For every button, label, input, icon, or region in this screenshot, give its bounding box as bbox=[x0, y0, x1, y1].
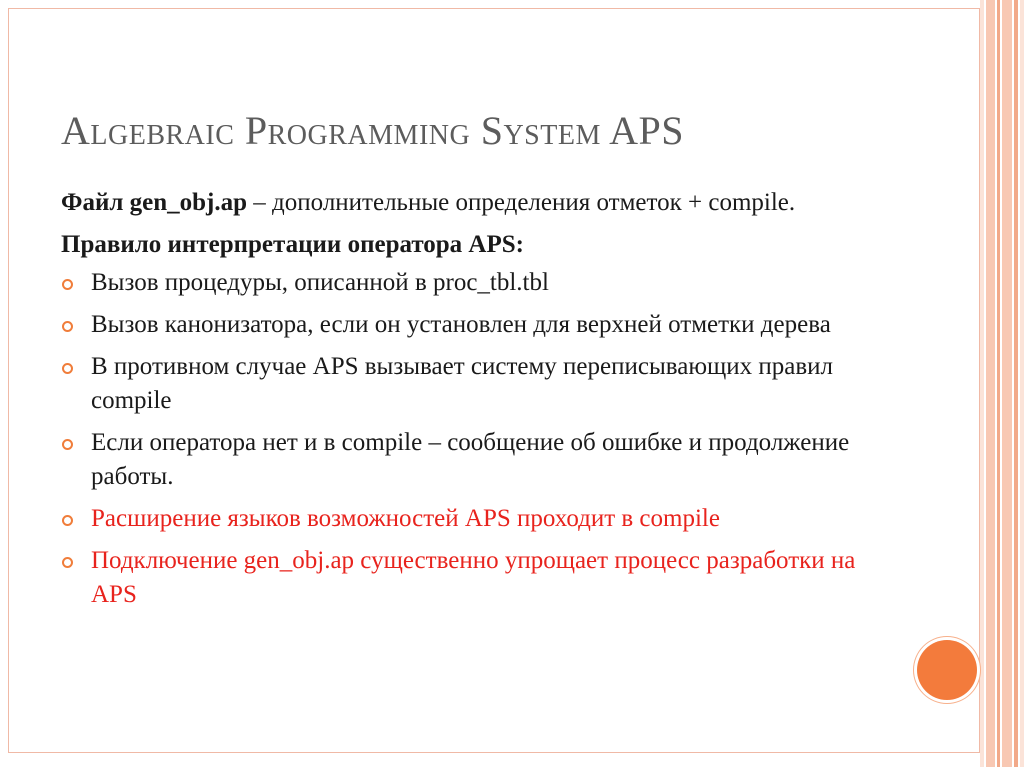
bullet-text: Если оператора нет и в compile – сообщение об ошибке и продолжение работы. bbox=[91, 429, 850, 490]
stripe bbox=[1020, 0, 1024, 767]
bullet-item-highlight bbox=[61, 544, 901, 612]
bullet-text: Вызов процедуры, описанной в proc_tbl.tbl bbox=[91, 269, 549, 296]
stripe bbox=[980, 0, 984, 767]
rule-heading: Правило интерпретации оператора APS: bbox=[61, 231, 524, 258]
intro-filename: Файл gen_obj.ap bbox=[61, 189, 248, 216]
bullet-item-highlight bbox=[61, 502, 901, 536]
stripe bbox=[1002, 0, 1012, 767]
stripe bbox=[986, 0, 995, 767]
bullet-item bbox=[61, 426, 901, 494]
bullet-text: Вызов канонизатора, если он установлен для верхней отметки дерева bbox=[91, 311, 831, 338]
stripe bbox=[1014, 0, 1018, 767]
ring-bullet-icon bbox=[62, 363, 73, 374]
slide-content bbox=[61, 186, 901, 620]
bullet-item bbox=[61, 350, 901, 418]
stripe bbox=[997, 0, 1000, 767]
ring-bullet-icon bbox=[62, 557, 73, 568]
bullet-text: Расширение языков возможностей APS проходит в compile bbox=[91, 505, 720, 532]
intro-text: – дополнительные определения отметок + compile. bbox=[247, 189, 796, 216]
bullet-text: Подключение gen_obj.ap существенно упрощает процесс разработки на APS bbox=[91, 547, 856, 608]
slide-title: Algebraic Programming System APS bbox=[61, 108, 685, 153]
intro-paragraph bbox=[61, 186, 901, 220]
ring-bullet-icon bbox=[62, 439, 73, 450]
decorative-circle bbox=[917, 640, 977, 700]
bullet-item bbox=[61, 266, 901, 300]
bullet-list bbox=[61, 266, 901, 612]
bullet-text: В противном случае APS вызывает систему переписывающих правил compile bbox=[91, 353, 834, 414]
ring-bullet-icon bbox=[62, 515, 73, 526]
decorative-stripes bbox=[980, 0, 1024, 767]
ring-bullet-icon bbox=[62, 321, 73, 332]
bullet-item bbox=[61, 308, 901, 342]
ring-bullet-icon bbox=[62, 279, 73, 290]
